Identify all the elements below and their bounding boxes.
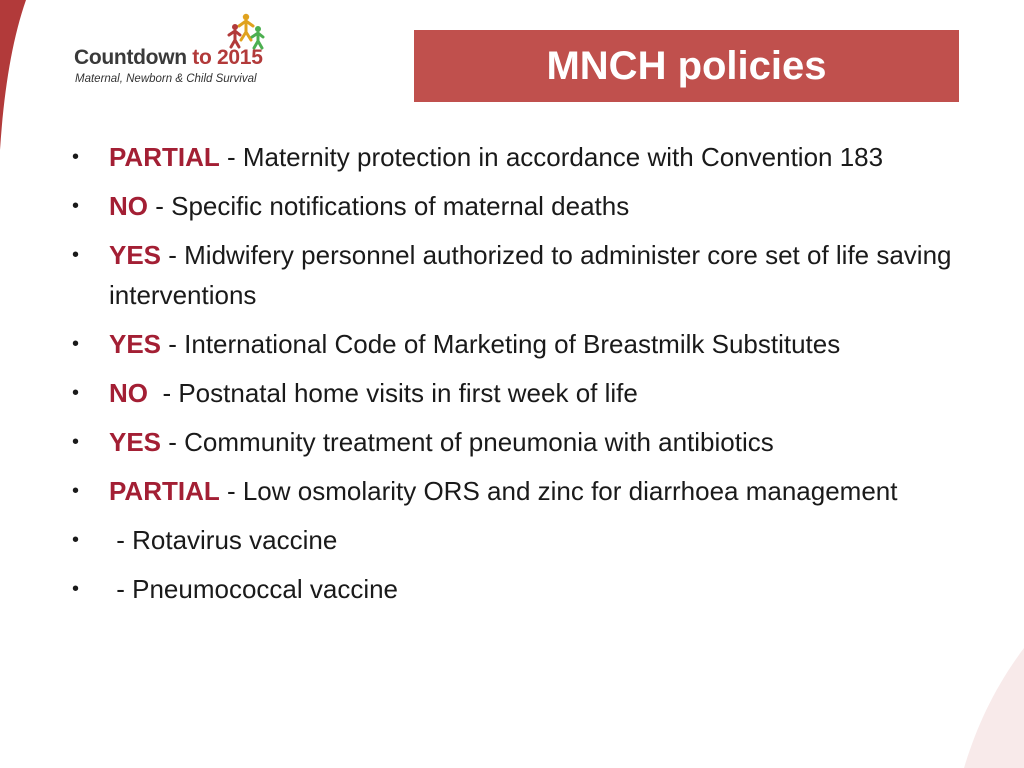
policy-status: NO bbox=[109, 378, 148, 408]
policy-text: - Maternity protection in accordance with Convention 183 bbox=[219, 142, 884, 172]
policy-status: PARTIAL bbox=[109, 476, 220, 506]
list-item bbox=[72, 422, 952, 462]
policy-status: PARTIAL bbox=[109, 142, 220, 172]
logo-name-part1: Countdown bbox=[74, 46, 193, 69]
bullet-icon: • bbox=[72, 578, 80, 600]
policy-status: NO bbox=[109, 191, 148, 221]
bullet-icon: • bbox=[72, 195, 80, 217]
policy-text: - International Code of Marketing of Breastmilk Substitutes bbox=[161, 329, 841, 359]
corner-decoration-bottom-right bbox=[964, 648, 1024, 768]
corner-decoration-top-left bbox=[0, 0, 26, 150]
policy-text: - Pneumococcal vaccine bbox=[109, 574, 399, 604]
policy-status: YES bbox=[109, 240, 162, 270]
logo-name-part2: to 2015 bbox=[192, 46, 263, 69]
people-figures-icon bbox=[226, 12, 266, 50]
bullet-icon: • bbox=[72, 529, 80, 551]
bullet-icon: • bbox=[72, 333, 80, 355]
policy-text: - Rotavirus vaccine bbox=[109, 525, 338, 555]
slide-title: MNCH policies bbox=[546, 43, 827, 88]
policy-text: - Midwifery personnel authorized to administer core set of life saving interventions bbox=[109, 240, 952, 310]
list-item bbox=[72, 373, 952, 413]
logo-tagline: Maternal, Newborn & Child Survival bbox=[75, 73, 257, 85]
countdown-logo bbox=[74, 12, 304, 92]
list-item bbox=[72, 137, 952, 177]
list-item bbox=[72, 235, 952, 315]
bullet-icon: • bbox=[72, 382, 80, 404]
list-item bbox=[72, 520, 952, 560]
policy-text: - Community treatment of pneumonia with antibiotics bbox=[161, 427, 774, 457]
list-item bbox=[72, 569, 952, 609]
bullet-icon: • bbox=[72, 146, 80, 168]
bullet-icon: • bbox=[72, 480, 80, 502]
list-item bbox=[72, 324, 952, 364]
policy-text: - Specific notifications of maternal deaths bbox=[148, 191, 630, 221]
policy-list bbox=[72, 137, 952, 618]
title-banner bbox=[414, 30, 959, 102]
policy-text: - Postnatal home visits in first week of life bbox=[148, 378, 638, 408]
bullet-icon: • bbox=[72, 431, 80, 453]
policy-text: - Low osmolarity ORS and zinc for diarrhoea management bbox=[219, 476, 898, 506]
policy-status: YES bbox=[109, 329, 162, 359]
logo-name bbox=[74, 46, 263, 70]
bullet-icon: • bbox=[72, 244, 80, 266]
list-item bbox=[72, 471, 952, 511]
policy-status: YES bbox=[109, 427, 162, 457]
list-item bbox=[72, 186, 952, 226]
